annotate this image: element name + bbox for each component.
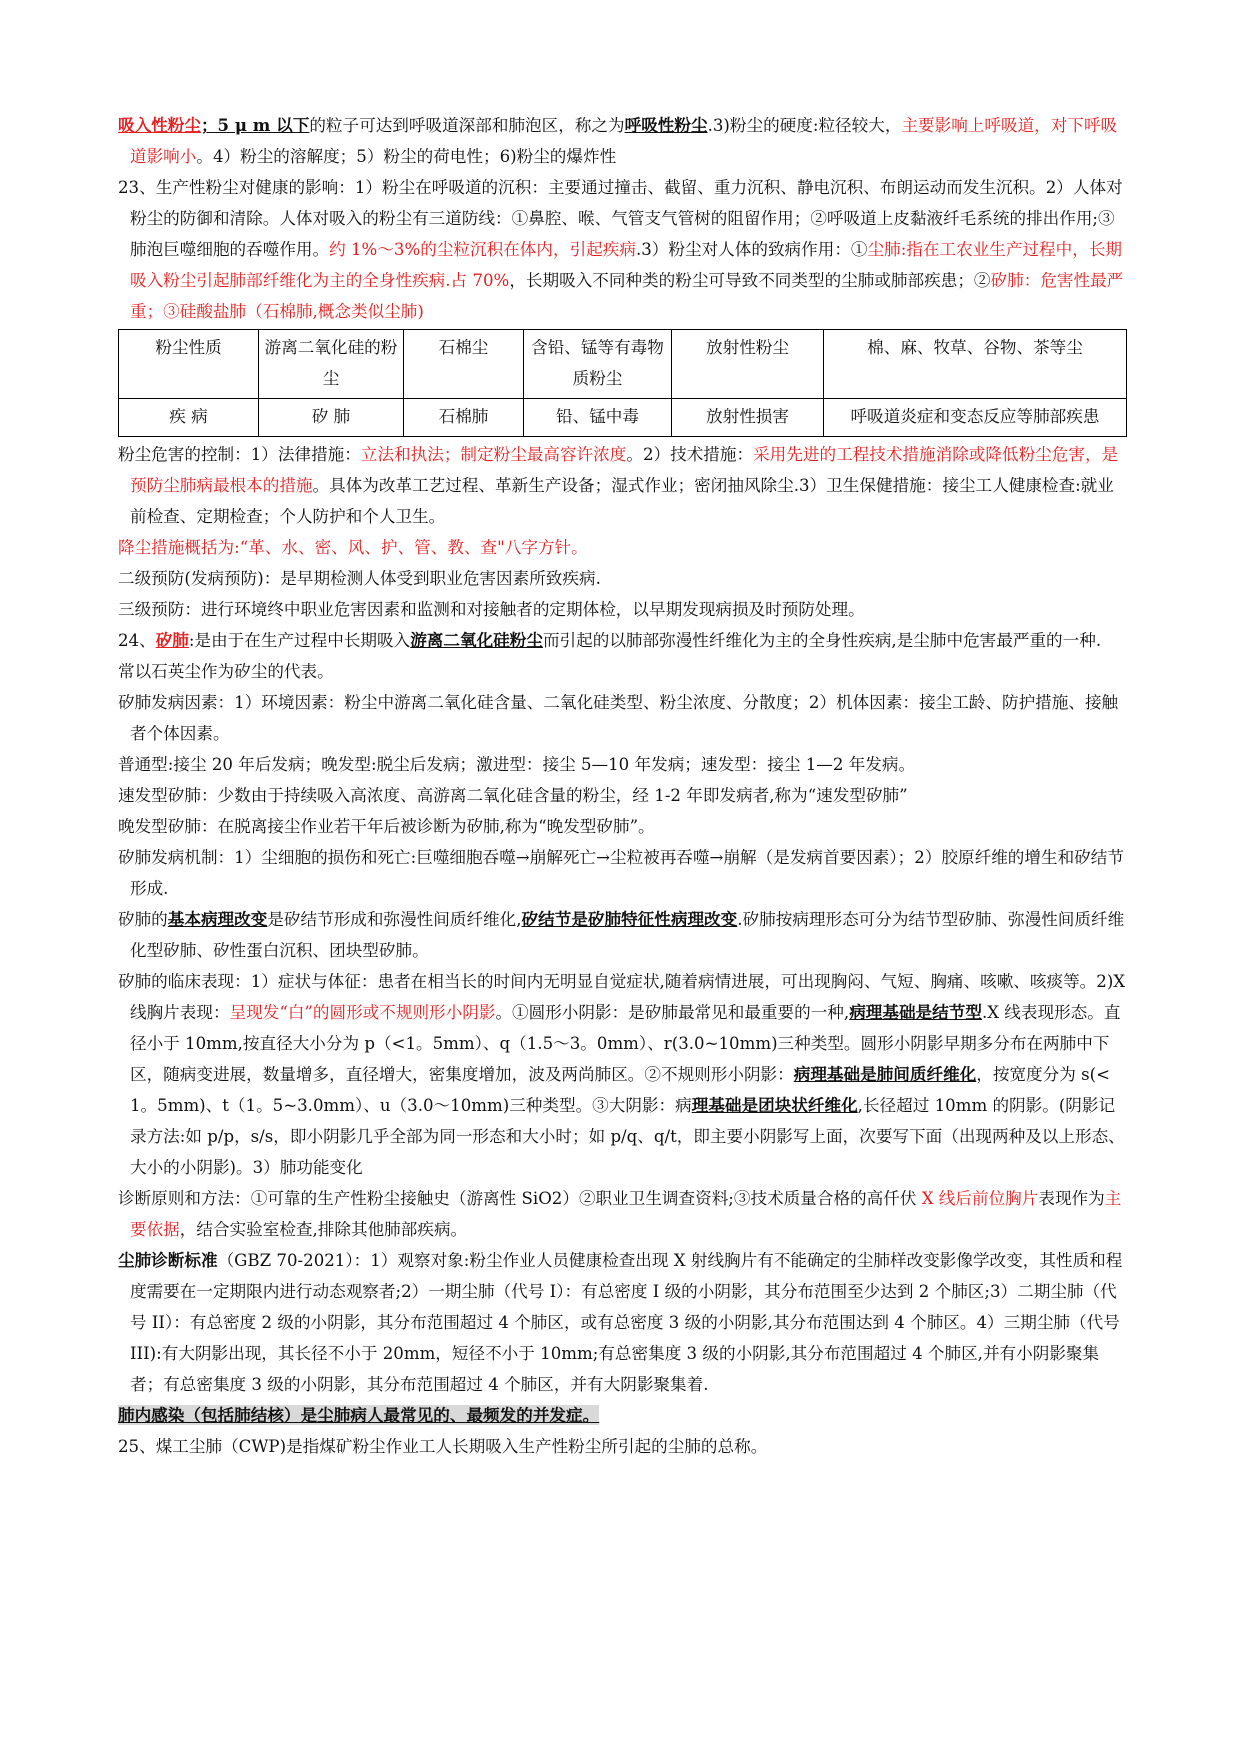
paragraph-quartz: 常以石英尘作为矽尘的代表。 [118,662,334,681]
paragraph-clinical-manifestations [118,966,1130,1183]
text: 表现作为 [1038,1189,1105,1208]
red-text: 约 1%～3%的尘粒沉积在体内，引起疾病 [329,240,636,259]
paragraph-tertiary-prevention: 三级预防：进行环境终中职业危害因素和监测和对接触者的定期体检，以早期发现病损及时预防处理。 [118,600,865,619]
red-text: 呈现发“白”的圆形或不规则形小阴影 [229,1003,496,1022]
paragraph-diagnosis-standard [118,1245,1130,1400]
paragraph-secondary-prevention: 二级预防(发病预防)：是早期检测人体受到职业危害因素所致疾病. [118,569,601,588]
paragraph-risk-factors: 矽肺发病因素：1）环境因素：粉尘中游离二氧化硅含量、二氧化硅类型、粉尘浓度、分散度；2）机体因素：接尘工龄、防护措施、接触者个体因素。 [118,693,1119,743]
paragraph-dust-control [118,439,1130,532]
text: 。①圆形小阴影：是矽肺最常见和最重要的一种, [495,1003,850,1022]
table-cell: 放射性损害 [672,399,824,437]
text: ，结合实验室检查,排除其他肺部疾病。 [179,1220,468,1239]
term-interstitial-fibrosis: 病理基础是肺间质纤维化 [793,1064,977,1084]
text: 而引起的以肺部弥漫性纤维化为主的全身性疾病,是尘肺中危害最严重的一种. [542,631,1102,650]
term-nodular-basis: 病理基础是结节型 [849,1002,982,1022]
table-cell: 石棉肺 [404,399,524,437]
text: .3）粉尘对人体的致病作用：① [635,240,868,259]
table-cell: 矽 肺 [259,399,404,437]
text: 23、生产性粉尘对健康的影响：1）粉尘在呼吸道的沉积：主要通过撞击、截留、重力沉积、静电沉积、布朗运动而发生沉积。2）人体对粉尘的防御和清除。人体对吸入的粉尘有三道防线：①鼻腔、喉、气管支气管树的阻留作用；②呼吸道上皮黏液纤毛系统的排出作用;③肺泡巨噬细胞的吞噬作用。 [118,178,1123,259]
table-cell: 游离二氧化硅的粉尘 [259,330,404,399]
table-cell: 粉尘性质 [119,330,259,399]
text: 是矽结节形成和弥漫性间质纤维化, [267,910,522,929]
text: .X 线表现形态。直径小于 10mm,按直径大小分为 p（<1。5mm）、q（1.5～3。0mm）、r(3.0~10mm)三种类型。圆形小阴影早期多分布在两肺中下区，随病变进展，数量增多，直径增大，密集度增加，波及两尚肺区。②不规则形小阴影： [130,1003,1121,1084]
term-silicosis: 矽肺 [155,630,189,650]
paragraph-acute-silicosis: 速发型矽肺：少数由于持续吸入高浓度、高游离二氧化硅含量的粉尘，经 1-2 年即发病者,称为“速发型矽肺” [118,786,908,805]
paragraph-eight-principles: 降尘措施概括为:“革、水、密、风、护、管、教、查"八字方针。 [118,538,588,557]
dust-disease-table [118,329,1127,437]
document-page [118,110,1130,1462]
red-text: 立法和执法；制定粉尘最高容许浓度 [360,445,627,464]
text: 矽肺的临床表现：1）症状与体征：患者在相当长的时间内无明显自觉症状,随着病情进展，可出现胸闷、气短、胸痛、咳嗽、咳痰等。2)X 线胸片表现： [118,972,1126,1022]
text: （GBZ 70-2021）：1）观察对象:粉尘作业人员健康检查出现 X 射线胸片有不能确定的尘肺样改变影像学改变，其性质和程度需要在一定期限内进行动态观察者;2）一期尘肺（代号 I）：有总密度 I 级的小阴影，其分布范围至少达到 2 个肺区;3）二期尘肺（代号 II）：有总密度 2 级的小阴影，其分布范围超过 4 个肺区，或有总密度 3 级的小阴影,其分布范围达到 4 个肺区。4）三期尘肺（代号 III):有大阴影出现，其长径不小于 20mm，短径不小于 10mm;有总密集度 3 级的小阴影,其分布范围超过 4 个肺区,并有小阴影聚集者；有总密集度 3 级的小阴影，其分布范围超过 4 个肺区，并有大阴影聚集着. [130,1251,1123,1394]
text: 的粒子可达到呼吸道深部和肺泡区，称之为 [309,116,625,135]
term-free-silica-dust: 游离二氧化硅粉尘 [410,630,543,650]
text: .矽肺按病理形态可分为结节型矽肺、弥漫性间质纤维化型矽肺、矽性蛋白沉积、团块型矽肺。 [130,910,1125,960]
paragraph-25-cwp: 25、煤工尘肺（CWP)是指煤矿粉尘作业工人长期吸入生产性粉尘所引起的尘肺的总称。 [118,1437,768,1456]
term-diagnosis-standard: 尘肺诊断标准 [118,1250,218,1270]
table-cell: 呼吸道炎症和变态反应等肺部疾患 [824,399,1127,437]
red-text: 主要依据 [130,1189,1122,1239]
paragraph-complication [118,1400,1130,1431]
text: 。4）粉尘的溶解度；5）粉尘的荷电性；6)粉尘的爆炸性 [196,147,617,166]
term-basic-pathology: 基本病理改变 [167,909,268,929]
paragraph-diagnosis-principles [118,1183,1130,1245]
text: ，长期吸入不同种类的粉尘可导致不同类型的尘肺或肺部疾患；② [509,271,991,290]
text: 。2）技术措施： [626,445,754,464]
paragraph-onset-types: 普通型:接尘 20 年后发病；晚发型:脱尘后发病；激进型：接尘 5—10 年发病；速发型：接尘 1—2 年发病。 [118,755,916,774]
red-text: 尘肺:指在工农业生产过程中，长期吸入粉尘引起肺部纤维化为主的全身性疾病.占 70% [130,240,1123,290]
table-cell: 石棉尘 [404,330,524,399]
paragraph-23-health-effects [118,172,1130,327]
table-cell: 棉、麻、牧草、谷物、茶等尘 [824,330,1127,399]
term-respirable-dust: 呼吸性粉尘 [624,115,708,135]
text: ,长径超过 10mm 的阴影。(阴影记录方法:如 p/p，s/s，即小阴影几乎全部为同一形态和大小时；如 p/q、q/t，即主要小阴影写上面，次要写下面（出现两种及以上形态、大小的小阴影)。3）肺功能变化 [130,1096,1125,1177]
text: 24、 [118,631,156,650]
table-cell: 含铅、锰等有毒物质粉尘 [524,330,672,399]
paragraph-pathology [118,904,1130,966]
table-row [119,399,1127,437]
red-text: X 线后前位胸片 [916,1189,1039,1208]
paragraph-delayed-silicosis: 晚发型矽肺：在脱离接尘作业若干年后被诊断为矽肺,称为“晚发型矽肺”。 [118,817,655,836]
table-cell: 疾 病 [119,399,259,437]
text: 粉尘危害的控制：1）法律措施： [118,445,361,464]
red-text: 采用先进的工程技术措施消除或降低粉尘危害，是预防尘肺病最根本的措施 [130,445,1119,495]
text: ，按宽度分为 s(<1。5mm)、t（1。5~3.0mm）、u（3.0～10mm)三种类型。③大阴影：病 [130,1065,1111,1115]
paragraph-pathogenesis: 矽肺发病机制：1）尘细胞的损伤和死亡:巨噬细胞吞噬→崩解死亡→尘粒被再吞噬→崩解（是发病首要因素）；2）胶原纤维的增生和矽结节形成. [118,848,1124,898]
red-text: 矽肺：危害性最严重；③硅酸盐肺（石棉肺,概念类似尘肺) [130,271,1124,321]
table-cell: 铅、锰中毒 [524,399,672,437]
term-inhalable-dust: 吸入性粉尘 [118,115,201,135]
red-text: 主要影响上呼吸道，对下呼吸道影响小 [130,116,1118,166]
text: :是由于在生产过程中长期吸入 [188,631,411,650]
paragraph-respirable-dust [118,110,1130,172]
term-silicotic-nodule: 矽结节是矽肺特征性病理改变 [521,909,738,929]
text: 矽肺的 [118,910,168,929]
table-cell: 放射性粉尘 [672,330,824,399]
text: 。具体为改革工艺过程、革新生产设备；湿式作业；密闭抽风除尘.3）卫生保健措施：接尘工人健康检查:就业前检查、定期检查；个人防护和个人卫生。 [130,476,1114,526]
term-massive-fibrosis: 理基础是团块状纤维化 [691,1095,858,1115]
table-row [119,330,1127,399]
highlight-complication: 肺内感染（包括肺结核）是尘肺病人最常见的、最频发的并发症。 [118,1405,600,1425]
text: 诊断原则和方法：①可靠的生产性粉尘接触史（游离性 SiO2）②职业卫生调查资料;③技术质量合格的高仟伏 [118,1189,917,1208]
particle-size: ；5 μ m 以下 [200,115,310,135]
paragraph-24-silicosis [118,625,1130,656]
text: .3)粉尘的硬度:粒径较大， [707,116,902,135]
